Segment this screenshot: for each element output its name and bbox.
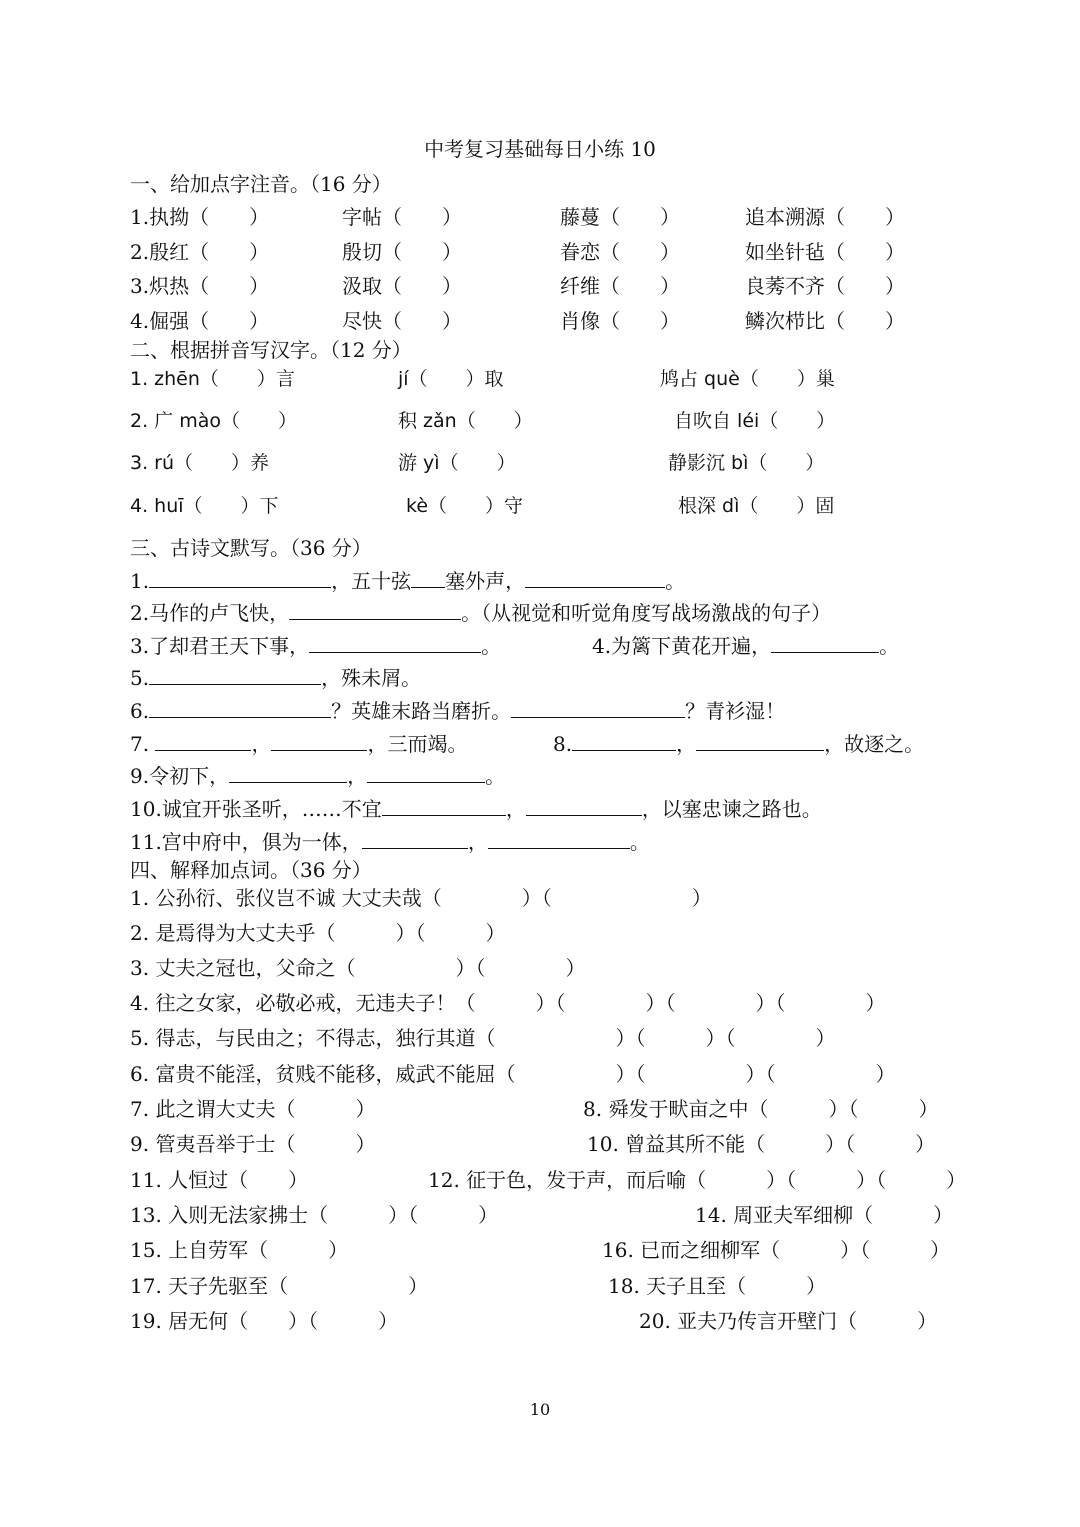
answer-blank[interactable] [149,567,331,588]
p4-q1: 1. 公孙衍、张仪岂不诚 大丈夫哉（ ）（ ） [130,886,712,910]
section-4-heading: 四、解释加点词。（36 分） [130,858,372,882]
p3-l3-text-b: 。 [481,634,502,658]
p1-r3-c3: 纤维（ ） [560,274,680,298]
p1-r4-c3: 肖像（ ） [560,309,680,333]
p1-r1-c3: 藤蔓（ ） [560,205,680,229]
p4-q9: 9. 管夷吾举于士（ ） [130,1132,376,1156]
answer-blank[interactable] [771,632,879,653]
answer-blank[interactable] [155,730,251,751]
p3-l11-text-c: 。 [629,830,650,854]
p2-r3-c1: 3. rú（ ）养 [130,452,270,474]
p2-r2-c2: 积 zǎn（ ） [398,410,533,432]
p2-r2-c3: 自吹自 léi（ ） [674,410,836,432]
p3-line-10 [130,795,822,823]
section-1-heading: 一、给加点字注音。（16 分） [130,172,392,196]
p3-l5-text-a: 5. [130,666,150,690]
p3-l8-text-a: 8. [553,732,573,756]
p3-l10-text-c: ，以塞忠谏之路也。 [641,797,822,821]
p4-q10: 10. 曾益其所不能（ ）（ ） [587,1132,936,1156]
p3-l9-text-c: 。 [485,764,506,788]
answer-blank[interactable] [229,762,347,783]
p3-line-2 [130,599,831,627]
p1-r4-c4: 鳞次栉比（ ） [745,309,905,333]
p3-l9-text-b: ， [347,764,368,788]
p1-r2-c2: 殷切（ ） [342,240,462,264]
answer-blank[interactable] [572,730,676,751]
p3-l1-text-a: 1. [130,569,150,593]
p3-l4-text-b: 。 [879,634,900,658]
p4-q14: 14. 周亚夫军细柳（ ） [695,1203,954,1227]
p4-q7: 7. 此之谓大丈夫（ ） [130,1097,376,1121]
answer-blank[interactable] [367,762,485,783]
p3-l11-text-a: 11.宫中府中，俱为一体， [130,830,362,854]
p4-q17: 17. 天子先驱至（ ） [130,1274,429,1298]
section-3-heading: 三、古诗文默写。（36 分） [130,536,372,560]
p3-line-9 [130,762,505,790]
answer-blank[interactable] [289,599,461,620]
page-number: 10 [529,1400,551,1419]
p4-q15: 15. 上自劳军（ ） [130,1238,349,1262]
p4-q11: 11. 人恒过（ ） [130,1168,309,1192]
p3-l7-text-b: ， [251,732,272,756]
answer-blank[interactable] [149,697,331,718]
answer-blank[interactable] [526,795,642,816]
p4-q18: 18. 天子且至（ ） [608,1274,827,1298]
p1-r3-c4: 良莠不齐（ ） [745,274,905,298]
p3-l7-text-c: ，三而竭。 [367,732,468,756]
p3-l1-text-b: ，五十弦 [331,569,412,593]
p3-line-4 [592,632,899,660]
p3-l6-text-b: ？英雄末路当磨折。 [331,699,512,723]
p3-l7-text-a: 7. [130,732,156,756]
p1-r2-c1: 2.殷红（ ） [130,240,270,264]
p1-r1-c1: 1.执拗（ ） [130,205,270,229]
p3-l10-text-b: ， [505,797,526,821]
p1-r4-c1: 4.倔强（ ） [130,309,270,333]
answer-blank[interactable] [271,730,367,751]
p3-l8-text-c: ，故逐之。 [824,732,925,756]
answer-blank[interactable] [149,664,321,685]
p3-l5-text-b: ，殊未屑。 [321,666,422,690]
p2-r3-c2: 游 yì（ ） [398,452,516,474]
answer-blank[interactable] [382,795,506,816]
answer-blank[interactable] [362,828,468,849]
p4-q8: 8. 舜发于畎亩之中（ ）（ ） [583,1097,939,1121]
p4-q4: 4. 往之女家，必敬必戒，无违夫子！（ ）（ ）（ ）（ ） [130,991,886,1015]
p3-line-8 [553,730,924,758]
p3-line-7 [130,730,467,758]
p2-r1-c3: 鸠占 què（ ）巢 [660,368,835,390]
p3-l8-text-b: ， [676,732,697,756]
p3-l1-text-d: 。 [665,569,686,593]
p1-r3-c1: 3.炽热（ ） [130,274,270,298]
p3-line-11 [130,828,650,856]
p1-r3-c2: 汲取（ ） [342,274,462,298]
p1-r1-c4: 追本溯源（ ） [745,205,905,229]
p3-line-5 [130,664,421,692]
p4-q19: 19. 居无何（ ）（ ） [130,1309,399,1333]
answer-blank[interactable] [309,632,481,653]
p3-l3-text-a: 3.了却君王天下事， [130,634,310,658]
p3-l6-text-a: 6. [130,699,150,723]
p3-l2-text-b: 。（从视觉和听觉角度写战场激战的句子） [461,601,832,625]
p2-r1-c2: jí（ ）取 [398,368,504,390]
p2-r4-c3: 根深 dì（ ）固 [678,495,835,517]
p3-line-3 [130,632,501,660]
answer-blank[interactable] [511,697,685,718]
answer-blank[interactable] [525,567,665,588]
p4-q13: 13. 入则无法家拂士（ ）（ ） [130,1203,499,1227]
p2-r3-c3: 静影沉 bì（ ） [668,452,825,474]
p4-q20: 20. 亚夫乃传言开壁门（ ） [639,1309,938,1333]
p4-q6: 6. 富贵不能淫，贫贱不能移，威武不能屈（ ）（ ）（ ） [130,1062,896,1086]
answer-blank[interactable] [488,828,630,849]
p3-l1-text-c: 塞外声， [445,569,526,593]
p3-l9-text-a: 9.令初下， [130,764,230,788]
p2-r4-c1: 4. huī（ ）下 [130,495,279,517]
section-2-heading: 二、根据拼音写汉字。（12 分） [130,338,412,362]
p3-l10-text-a: 10.诚宜开张圣听，……不宜 [130,797,382,821]
p2-r2-c1: 2. 广 mào（ ） [130,410,297,432]
p3-l11-text-b: ， [467,830,488,854]
p3-l6-text-c: ？青衫湿！ [685,699,786,723]
page-title: 中考复习基础每日小练 10 [424,137,656,161]
p4-q5: 5. 得志，与民由之；不得志，独行其道（ ）（ ）（ ） [130,1026,836,1050]
p4-q12: 12. 征于色，发于声，而后喻（ ）（ ）（ ） [428,1168,967,1192]
p3-line-6 [130,697,785,725]
p3-l2-text-a: 2.马作的卢飞快， [130,601,290,625]
p4-q16: 16. 已而之细柳军（ ）（ ） [602,1238,951,1262]
p1-r4-c2: 尽快（ ） [342,309,462,333]
answer-blank[interactable] [411,567,445,588]
p4-q2: 2. 是焉得为大丈夫乎（ ）（ ） [130,921,506,945]
answer-blank[interactable] [696,730,824,751]
p2-r4-c2: kè（ ）守 [406,495,524,517]
p3-line-1 [130,567,685,595]
p1-r1-c2: 字帖（ ） [342,205,462,229]
p2-r1-c1: 1. zhēn（ ）言 [130,368,295,390]
p1-r2-c4: 如坐针毡（ ） [745,240,905,264]
p1-r2-c3: 眷恋（ ） [560,240,680,264]
p4-q3: 3. 丈夫之冠也，父命之（ ）（ ） [130,956,586,980]
p3-l4-text-a: 4.为篱下黄花开遍， [592,634,772,658]
